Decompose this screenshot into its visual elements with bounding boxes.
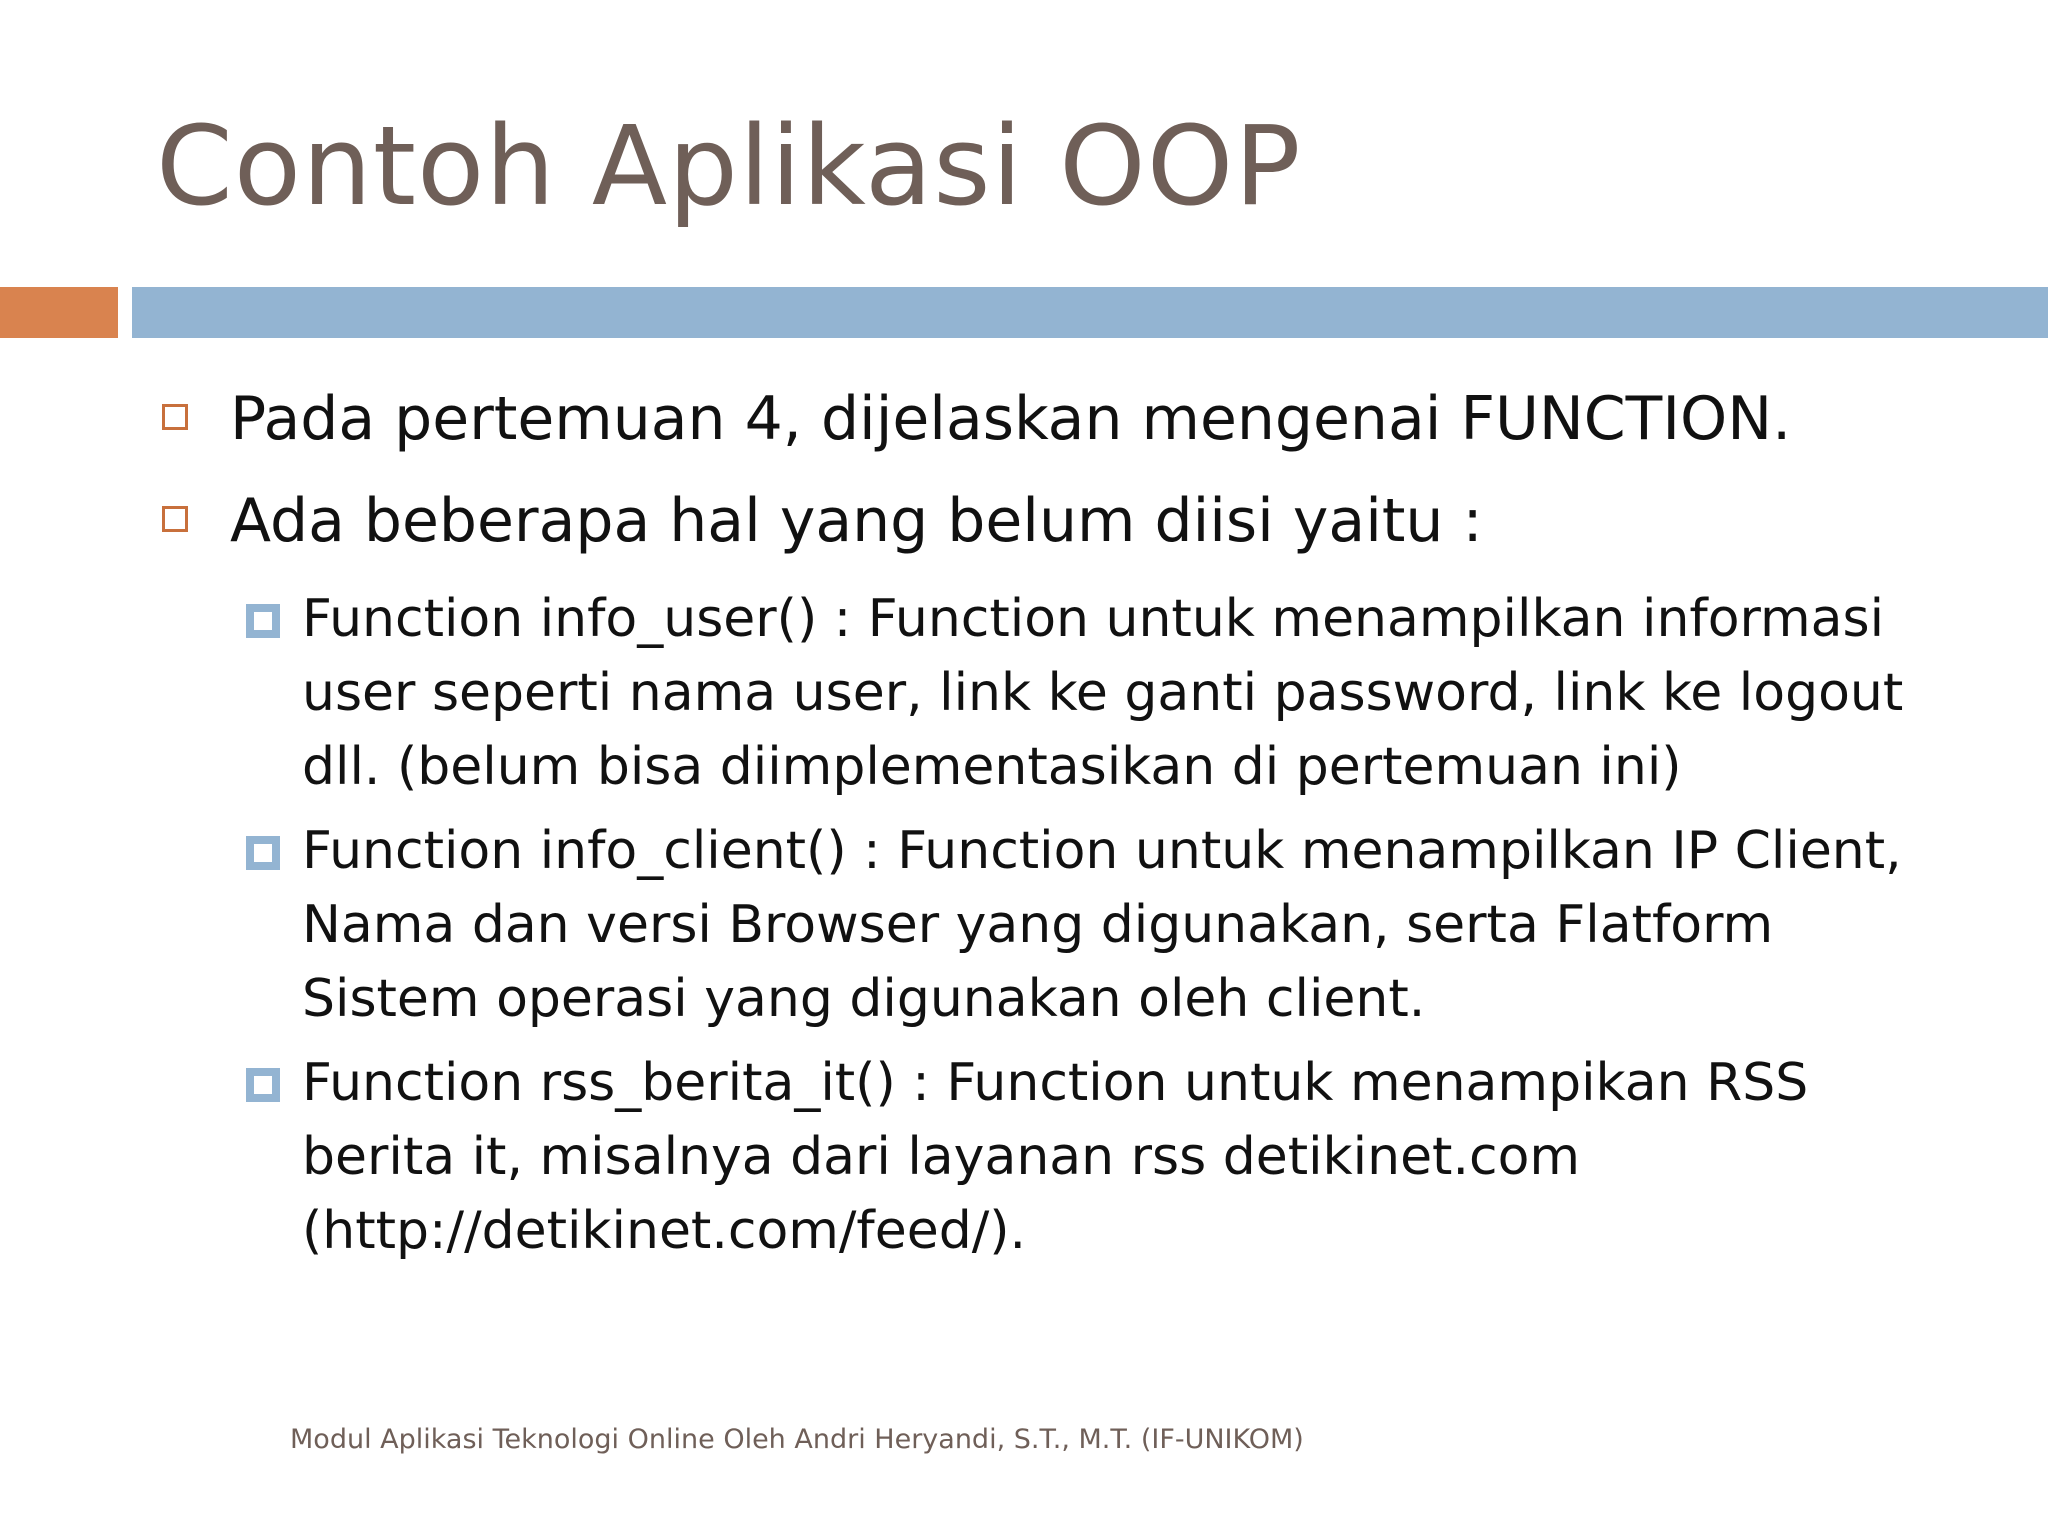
title-accent-bar <box>0 287 118 338</box>
sub-bullet-line: dll. (belum bisa diimplementasikan di pertemuan ini) <box>302 737 1682 797</box>
sub-bullet-line: user seperti nama user, link ke ganti password, link ke logout <box>302 663 1904 723</box>
bullet-text: Pada pertemuan 4, dijelaskan mengenai FUNCTION. <box>230 384 1792 454</box>
hollow-square-bullet-icon <box>162 404 188 430</box>
slide-content <box>156 368 1996 1268</box>
slide-title: Contoh Aplikasi OOP <box>156 102 1302 230</box>
sub-bullet-line: Function info_user() : Function untuk menampilkan informasi <box>302 589 1885 649</box>
sub-bullet-line: berita it, misalnya dari layanan rss detikinet.com <box>302 1127 1581 1187</box>
bullet-item <box>156 368 1996 470</box>
bullet-item <box>156 470 1996 572</box>
filled-square-bullet-icon <box>246 836 280 870</box>
sub-bullet-item <box>246 814 2042 1036</box>
sub-bullet-item <box>246 1046 2042 1268</box>
hollow-square-bullet-icon <box>162 506 188 532</box>
sub-bullet-line: Function info_client() : Function untuk menampilkan IP Client, <box>302 821 1902 881</box>
bullet-text: Ada beberapa hal yang belum diisi yaitu : <box>230 486 1483 556</box>
sub-bullet-line: Function rss_berita_it() : Function untuk menampikan RSS <box>302 1053 1809 1113</box>
title-divider-bar <box>132 287 2048 338</box>
sub-bullet-line: (http://detikinet.com/feed/). <box>302 1201 1027 1261</box>
sub-bullet-line: Nama dan versi Browser yang digunakan, serta Flatform <box>302 895 1774 955</box>
sub-bullet-line: Sistem operasi yang digunakan oleh client. <box>302 969 1426 1029</box>
filled-square-bullet-icon <box>246 604 280 638</box>
filled-square-bullet-icon <box>246 1068 280 1102</box>
slide-footer: Modul Aplikasi Teknologi Online Oleh Andri Heryandi, S.T., M.T. (IF-UNIKOM) <box>290 1424 1304 1455</box>
sub-bullet-item <box>246 582 2042 804</box>
